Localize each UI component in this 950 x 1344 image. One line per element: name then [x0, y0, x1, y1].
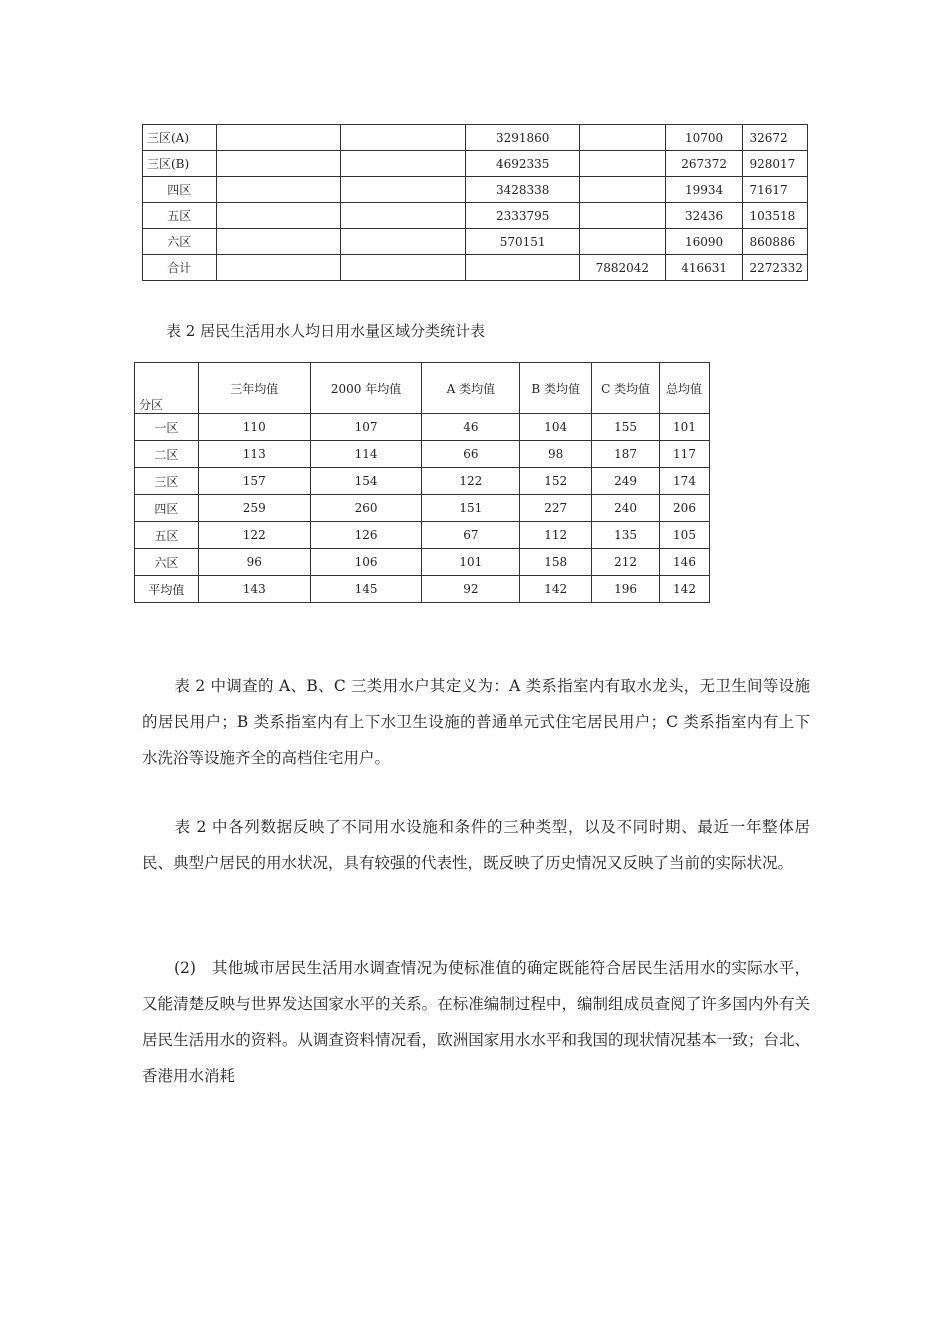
- table-cell: 158: [520, 549, 592, 576]
- table-cell: 46: [422, 414, 520, 441]
- table-cell: 10700: [665, 125, 743, 151]
- table-caption: 表 2 居民生活用水人均日用水量区域分类统计表: [166, 322, 486, 340]
- column-header: 三年均值: [198, 363, 310, 414]
- table-cell: 151: [422, 495, 520, 522]
- table-cell: [466, 255, 580, 281]
- table-cell: 113: [198, 441, 310, 468]
- table-cell: 2333795: [466, 203, 580, 229]
- table-cell: 104: [520, 414, 592, 441]
- table-cell: 196: [592, 576, 660, 603]
- table-cell: 114: [310, 441, 422, 468]
- table-cell: 32672: [743, 125, 808, 151]
- table-cell: 101: [422, 549, 520, 576]
- table-cell: 122: [198, 522, 310, 549]
- district-water-table-continued: [142, 124, 808, 281]
- table-row: [143, 229, 808, 255]
- table-cell: 117: [660, 441, 710, 468]
- table-row: [143, 203, 808, 229]
- row-label: 五区: [143, 203, 217, 229]
- table-row: [143, 125, 808, 151]
- paragraph-text: 表 2 中调查的 A、B、C 三类用水户其定义为：A 类系指室内有取水龙头，无卫生间等设施的居民用户；B 类系指室内有上下水卫生设施的普通单元式住宅居民用户；C 类系指室内有上下水洗浴等设施齐全的高档住宅用户。: [142, 677, 810, 767]
- table-cell: 107: [310, 414, 422, 441]
- table-cell: [579, 229, 665, 255]
- table-cell: 187: [592, 441, 660, 468]
- row-label: 六区: [143, 229, 217, 255]
- table-cell: 260: [310, 495, 422, 522]
- table-row: [143, 151, 808, 177]
- paragraph-text: (2) 其他城市居民生活用水调查情况为使标准值的确定既能符合居民生活用水的实际水平，又能清楚反映与世界发达国家水平的关系。在标准编制过程中，编制组成员查阅了许多国内外有关居民生活用水的资料。从调查资料情况看，欧洲国家用水水平和我国的现状情况基本一致；台北、香港用水消耗: [142, 959, 810, 1085]
- table-cell: 7882042: [579, 255, 665, 281]
- table-row: [135, 468, 710, 495]
- table-cell: 2272332: [743, 255, 808, 281]
- table-cell: [579, 125, 665, 151]
- table-cell: 240: [592, 495, 660, 522]
- table-cell: 206: [660, 495, 710, 522]
- table-cell: 96: [198, 549, 310, 576]
- table-cell: [579, 151, 665, 177]
- table-cell: 67: [422, 522, 520, 549]
- paragraph-other-cities: [142, 950, 810, 1094]
- table-row: [143, 177, 808, 203]
- table-cell: [579, 177, 665, 203]
- table-cell: 157: [198, 468, 310, 495]
- table-cell: 142: [520, 576, 592, 603]
- column-header: C 类均值: [592, 363, 660, 414]
- row-label: 一区: [135, 414, 199, 441]
- table-cell: 267372: [665, 151, 743, 177]
- table-cell: 98: [520, 441, 592, 468]
- row-label: 四区: [135, 495, 199, 522]
- row-label: 三区: [135, 468, 199, 495]
- table-row: [135, 495, 710, 522]
- column-header: A 类均值: [422, 363, 520, 414]
- row-label: 三区(B): [143, 151, 217, 177]
- table-cell: 416631: [665, 255, 743, 281]
- table-row-average: [135, 576, 710, 603]
- row-label: 二区: [135, 441, 199, 468]
- table-cell: 212: [592, 549, 660, 576]
- row-label: 合计: [143, 255, 217, 281]
- table-row: [135, 441, 710, 468]
- table-row: [135, 414, 710, 441]
- row-label: 四区: [143, 177, 217, 203]
- table-cell: 66: [422, 441, 520, 468]
- table-cell: 152: [520, 468, 592, 495]
- table-cell: 4692335: [466, 151, 580, 177]
- row-label: 三区(A): [143, 125, 217, 151]
- row-label: 平均值: [135, 576, 199, 603]
- table-cell: 154: [310, 468, 422, 495]
- table-cell: 135: [592, 522, 660, 549]
- table-cell: 570151: [466, 229, 580, 255]
- table-cell: 3428338: [466, 177, 580, 203]
- table-cell: 71617: [743, 177, 808, 203]
- table-cell: 19934: [665, 177, 743, 203]
- table-cell: 860886: [743, 229, 808, 255]
- row-label: 五区: [135, 522, 199, 549]
- table-cell: 122: [422, 468, 520, 495]
- column-header: 分区: [135, 363, 199, 414]
- table-row-total: [143, 255, 808, 281]
- paragraph-text: 表 2 中各列数据反映了不同用水设施和条件的三种类型，以及不同时期、最近一年整体居民、典型户居民的用水状况，具有较强的代表性，既反映了历史情况又反映了当前的实际状况。: [142, 818, 810, 872]
- table-cell: 92: [422, 576, 520, 603]
- table-row: [135, 522, 710, 549]
- row-label: 六区: [135, 549, 199, 576]
- table-cell: 227: [520, 495, 592, 522]
- table-cell: 928017: [743, 151, 808, 177]
- table-cell: 32436: [665, 203, 743, 229]
- table-cell: 146: [660, 549, 710, 576]
- table-cell: [579, 203, 665, 229]
- column-header: 2000 年均值: [310, 363, 422, 414]
- per-capita-water-table: [134, 362, 710, 603]
- column-header: 总均值: [660, 363, 710, 414]
- table-cell: 3291860: [466, 125, 580, 151]
- table-cell: 142: [660, 576, 710, 603]
- paragraph-data-representativeness: [142, 809, 810, 881]
- table-cell: 112: [520, 522, 592, 549]
- table-cell: 103518: [743, 203, 808, 229]
- table-cell: 143: [198, 576, 310, 603]
- table-cell: 249: [592, 468, 660, 495]
- table-cell: 126: [310, 522, 422, 549]
- table-cell: 145: [310, 576, 422, 603]
- table-cell: 101: [660, 414, 710, 441]
- table-cell: 259: [198, 495, 310, 522]
- table-cell: 105: [660, 522, 710, 549]
- paragraph-abc-definitions: [142, 668, 810, 776]
- table-header-row: [135, 363, 710, 414]
- column-header: B 类均值: [520, 363, 592, 414]
- table-cell: 106: [310, 549, 422, 576]
- table-cell: 110: [198, 414, 310, 441]
- table-row: [135, 549, 710, 576]
- table-cell: 174: [660, 468, 710, 495]
- table-cell: 16090: [665, 229, 743, 255]
- table-cell: 155: [592, 414, 660, 441]
